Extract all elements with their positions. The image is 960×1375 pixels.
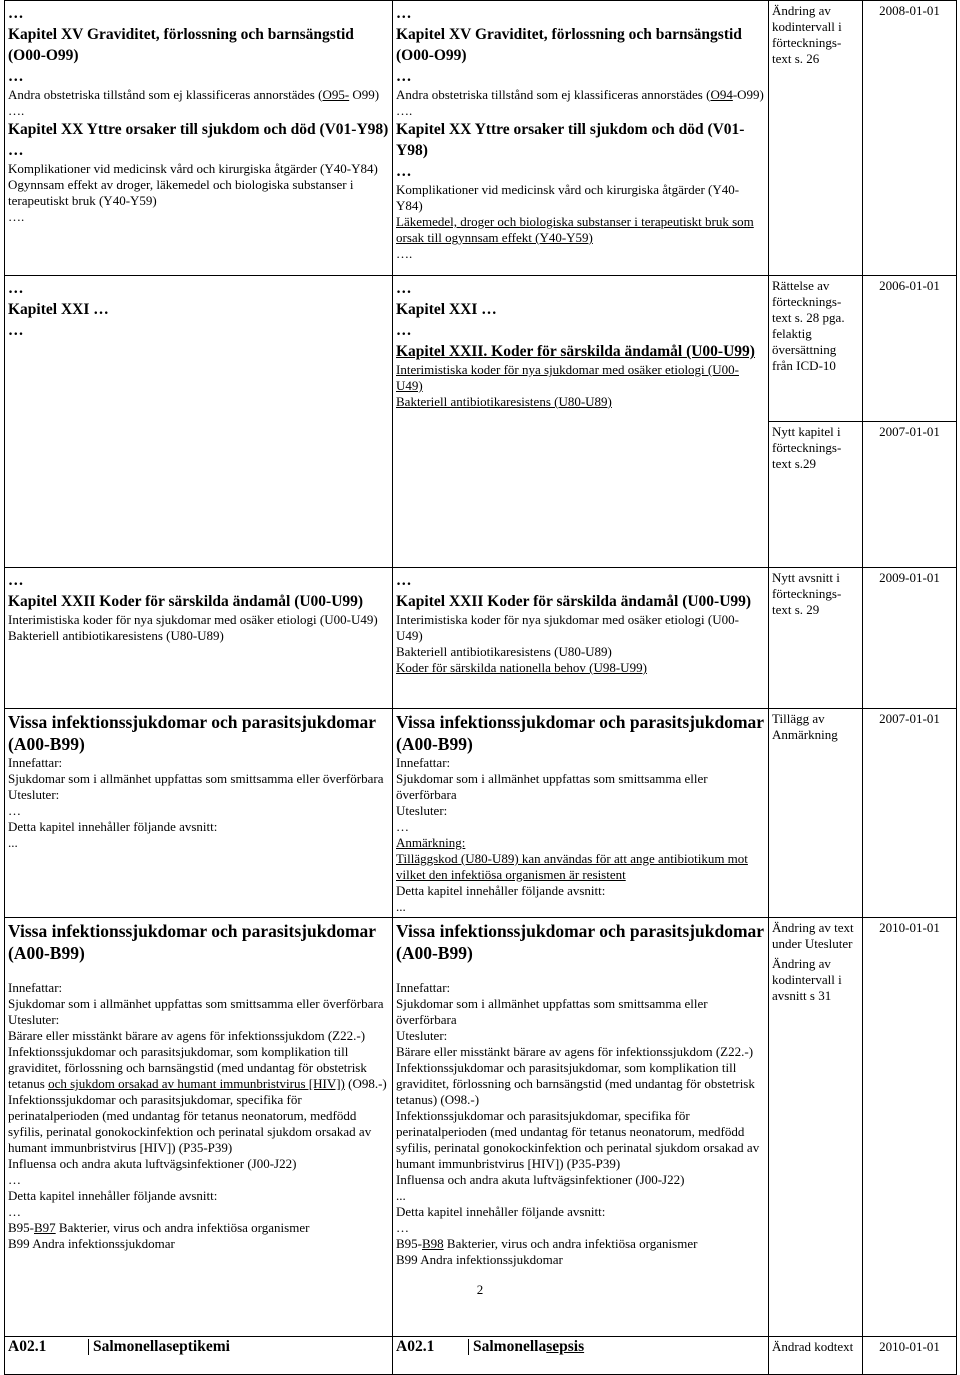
changed-segment: Läkemedel, droger och biologiska substanser i terapeutiskt bruk som orsak till ogynnsam effekt (Y40-Y59) <box>396 214 754 245</box>
old-text-cell <box>5 1 393 276</box>
entry-heading: … <box>396 572 412 589</box>
change-row <box>5 568 957 709</box>
new-text-cell <box>393 709 769 918</box>
entry-line: Detta kapitel innehåller följande avsnitt: <box>8 1188 218 1203</box>
entry-line: … <box>396 819 409 834</box>
entry-line <box>8 1044 389 1092</box>
entry-line: Detta kapitel innehåller följande avsnitt: <box>396 1204 606 1219</box>
changed-segment: O95- <box>322 87 350 102</box>
new-text-cell <box>393 276 769 568</box>
text-segment: Bakterier, virus och andra infektiösa organismer <box>55 1220 310 1235</box>
entry-heading: … <box>396 68 412 85</box>
entry-line: B99 Andra infektionssjukdomar <box>8 1236 175 1251</box>
entry-line: B99 Andra infektionssjukdomar <box>396 1252 563 1267</box>
entry-line: Interimistiska koder för nya sjukdomar med osäker etiologi (U00-U49) <box>8 612 378 627</box>
entry-line: …. <box>396 246 413 261</box>
new-code-name <box>469 1339 766 1355</box>
entry-line: Infektionssjukdomar och parasitsjukdomar, specifika för perinatalperioden (med undantag för tetanus neonatorum, medfödd syfilis, perinatal gonokockinfektion och perinatal sjukdom orsakad av humant immunbristvirus [HIV]) (P35-P39) <box>8 1092 372 1155</box>
entry-line: Innefattar: <box>396 755 451 770</box>
entry-line: Sjukdomar som i allmänhet uppfattas som smittsamma eller överförbara <box>8 771 384 786</box>
changed-segment: Interimistiska koder för nya sjukdomar med osäker etiologi (U00-U49) <box>396 362 739 393</box>
entry-line <box>8 1220 389 1236</box>
new-text-cell <box>393 918 769 1337</box>
date-cell: 2007-01-01 <box>863 422 957 568</box>
text-segment: (O98.-) <box>344 1076 387 1091</box>
entry-line <box>8 964 389 980</box>
entry-heading: … <box>8 322 24 339</box>
comment-cell: Ändrad kodtext <box>769 1337 863 1375</box>
text-segment: -O99) <box>732 87 764 102</box>
comment-cell <box>769 422 863 568</box>
text-segment: Andra obstetriska tillstånd som ej klassificeras annorstädes ( <box>396 87 711 102</box>
page-number: 2 <box>476 1282 484 1297</box>
new-code-cell <box>393 1337 769 1375</box>
old-code-name: Salmonellaseptikemi <box>89 1339 390 1355</box>
old-text-cell <box>5 276 393 568</box>
comment-line: Tillägg av Anmärkning <box>772 711 838 742</box>
old-text-cell <box>5 918 393 1337</box>
text-segment: B95- <box>396 1236 422 1251</box>
new-text-cell <box>393 568 769 709</box>
comment-line: Nytt avsnitt i förtecknings-text s. 29 <box>772 570 842 617</box>
entry-line: Innefattar: <box>396 980 451 995</box>
change-log-table <box>4 0 957 1375</box>
changed-segment: Koder för särskilda nationella behov (U98-U99) <box>396 660 647 675</box>
old-text-cell <box>5 568 393 709</box>
entry-heading: … <box>8 68 24 85</box>
date-cell: 2007-01-01 <box>863 709 957 918</box>
entry-heading: Vissa infektionssjukdomar och parasitsjukdomar (A00-B99) <box>8 921 376 963</box>
entry-line <box>396 660 765 676</box>
entry-line: …. <box>396 103 413 118</box>
entry-line: Sjukdomar som i allmänhet uppfattas som smittsamma eller överförbara <box>396 771 708 802</box>
comment-cell <box>769 709 863 918</box>
entry-line: Infektionssjukdomar och parasitsjukdomar, som komplikation till graviditet, förlossning och barnsängstid (med undantag för obstetrisk tetanus) (O98.-) <box>396 1060 755 1107</box>
text-segment: B95- <box>8 1220 34 1235</box>
entry-heading: Vissa infektionssjukdomar och parasitsjukdomar (A00-B99) <box>8 712 376 754</box>
new-code-name-plain: Salmonella <box>473 1338 547 1355</box>
entry-line: … <box>8 1204 21 1219</box>
text-segment: Infektionssjukdomar och parasitsjukdomar, som komplikation till graviditet, förlossning och barnsängstid (med undantag för obstetrisk tetanus <box>8 1044 367 1091</box>
entry-line: Komplikationer vid medicinsk vård och kirurgiska åtgärder (Y40-Y84) <box>8 161 378 176</box>
entry-heading: Vissa infektionssjukdomar och parasitsjukdomar (A00-B99) <box>396 921 764 963</box>
entry-line <box>8 87 389 103</box>
entry-line: Detta kapitel innehåller följande avsnitt: <box>396 883 606 898</box>
entry-heading: Vissa infektionssjukdomar och parasitsjukdomar (A00-B99) <box>396 712 764 754</box>
entry-line: Utesluter: <box>396 803 448 818</box>
entry-line: …. <box>8 103 25 118</box>
entry-heading: … <box>396 280 412 297</box>
entry-line <box>396 851 765 883</box>
entry-heading: Kapitel XXII Koder för särskilda ändamål (U00-U99) <box>396 593 752 610</box>
entry-line: … <box>396 1220 409 1235</box>
entry-heading: … <box>396 163 412 180</box>
entry-line: Infektionssjukdomar och parasitsjukdomar, specifika för perinatalperioden (med undantag för tetanus neonatorum, medfödd syfilis, perinatal gonokockinfektion och perinatal sjukdom orsakad av humant immunbristvirus [HIV]) (P35-P39) <box>396 1108 760 1171</box>
entry-heading: … <box>396 322 412 339</box>
comment-line: Ändring av kodintervall i avsnitt s 31 <box>772 956 842 1003</box>
entry-line: Innefattar: <box>8 755 63 770</box>
entry-heading <box>396 341 765 362</box>
entry-line: Ogynnsam effekt av droger, läkemedel och biologiska substanser i terapeutiskt bruk (Y40-Y59) <box>8 177 354 208</box>
comment-cell <box>769 276 863 422</box>
entry-heading: Kapitel XXI … <box>396 301 497 318</box>
entry-heading: Kapitel XXI … <box>8 301 109 318</box>
entry-line: Influensa och andra akuta luftvägsinfektioner (J00-J22) <box>396 1172 685 1187</box>
entry-line: Innefattar: <box>8 980 63 995</box>
comment-line: Ändring av kodintervall i förtecknings-text s. 26 <box>772 3 842 66</box>
entry-line: Influensa och andra akuta luftvägsinfektioner (J00-J22) <box>8 1156 297 1171</box>
entry-line <box>396 835 765 851</box>
code-row <box>5 1337 957 1375</box>
comment-cell <box>769 1 863 276</box>
entry-line <box>396 964 765 980</box>
entry-line: ... <box>396 1188 406 1203</box>
changed-segment: och sjukdom orsakad av humant immunbristvirus [HIV]) <box>48 1076 345 1091</box>
changed-segment: Anmärkning: <box>396 835 466 850</box>
entry-line: Bakteriell antibiotikaresistens (U80-U89) <box>8 628 224 643</box>
changed-segment: Tilläggskod (U80-U89) kan användas för att ange antibiotikum mot vilket den infektiösa organismen är resistent <box>396 851 748 882</box>
changed-segment: Kapitel XXII. Koder för särskilda ändamål (U00-U99) <box>396 343 755 360</box>
text-segment: Bakterier, virus och andra infektiösa organismer <box>443 1236 698 1251</box>
entry-heading: Kapitel XX Yttre orsaker till sjukdom och död (V01-Y98) <box>396 121 745 159</box>
entry-heading: … <box>8 572 24 589</box>
entry-line <box>396 1236 765 1252</box>
change-log-body <box>5 1 957 1375</box>
entry-heading: Kapitel XXII Koder för särskilda ändamål (U00-U99) <box>8 593 364 610</box>
entry-line <box>396 214 765 246</box>
entry-line: … <box>8 1172 21 1187</box>
entry-line: Komplikationer vid medicinsk vård och kirurgiska åtgärder (Y40-Y84) <box>396 182 740 213</box>
text-segment: Andra obstetriska tillstånd som ej klassificeras annorstädes ( <box>8 87 323 102</box>
entry-line <box>396 394 765 410</box>
new-code: A02.1 <box>396 1338 435 1355</box>
entry-heading: Kapitel XV Graviditet, förlossning och barnsängstid (O00-O99) <box>8 26 354 64</box>
entry-heading: … <box>396 5 412 22</box>
entry-line <box>396 87 765 103</box>
changed-segment: Bakteriell antibiotikaresistens (U80-U89) <box>396 394 612 409</box>
entry-line: Utesluter: <box>8 1012 60 1027</box>
entry-heading: … <box>8 142 24 159</box>
changed-segment: B97 <box>34 1220 56 1235</box>
entry-heading: … <box>8 5 24 22</box>
entry-line: ... <box>396 899 406 914</box>
entry-line: Sjukdomar som i allmänhet uppfattas som smittsamma eller överförbara <box>8 996 384 1011</box>
changed-segment: B98 <box>422 1236 444 1251</box>
entry-line: ... <box>8 835 18 850</box>
change-row <box>5 276 957 422</box>
date-cell: 2009-01-01 <box>863 568 957 709</box>
entry-heading: … <box>8 280 24 297</box>
change-row <box>5 918 957 1337</box>
old-code: A02.1 <box>8 1338 47 1355</box>
change-row <box>5 709 957 918</box>
comment-line: Ändring av text under Utesluter <box>772 920 854 951</box>
entry-line: … <box>8 803 21 818</box>
date-cell: 2010-01-01 <box>863 1337 957 1375</box>
old-text-cell <box>5 709 393 918</box>
entry-line: Utesluter: <box>396 1028 448 1043</box>
entry-heading: Kapitel XV Graviditet, förlossning och barnsängstid (O00-O99) <box>396 26 742 64</box>
entry-heading: Kapitel XX Yttre orsaker till sjukdom och död (V01-Y98) <box>8 121 389 138</box>
entry-line: Detta kapitel innehåller följande avsnitt: <box>8 819 218 834</box>
entry-line: Utesluter: <box>8 787 60 802</box>
date-cell: 2006-01-01 <box>863 276 957 422</box>
new-code-name-changed: sepsis <box>546 1338 585 1355</box>
entry-line: Bärare eller misstänkt bärare av agens för infektionssjukdom (Z22.-) <box>396 1044 754 1059</box>
text-segment: O99) <box>349 87 380 102</box>
date-cell: 2010-01-01 <box>863 918 957 1337</box>
entry-line: Bakteriell antibiotikaresistens (U80-U89) <box>396 644 612 659</box>
entry-line <box>396 362 765 394</box>
comment-cell <box>769 918 863 1337</box>
new-text-cell <box>393 1 769 276</box>
entry-line: …. <box>8 209 25 224</box>
entry-line: Sjukdomar som i allmänhet uppfattas som smittsamma eller överförbara <box>396 996 708 1027</box>
old-code-cell <box>5 1337 393 1375</box>
comment-line: Nytt kapitel i förtecknings-text s.29 <box>772 424 842 471</box>
entry-line: Bärare eller misstänkt bärare av agens för infektionssjukdom (Z22.-) <box>8 1028 366 1043</box>
comment-cell <box>769 568 863 709</box>
date-cell: 2008-01-01 <box>863 1 957 276</box>
change-row <box>5 1 957 276</box>
changed-segment: O94 <box>710 87 733 102</box>
entry-line: Interimistiska koder för nya sjukdomar med osäker etiologi (U00-U49) <box>396 612 739 643</box>
comment-line: Rättelse av förtecknings-text s. 28 pga. felaktig översättning från ICD-10 <box>772 278 845 373</box>
